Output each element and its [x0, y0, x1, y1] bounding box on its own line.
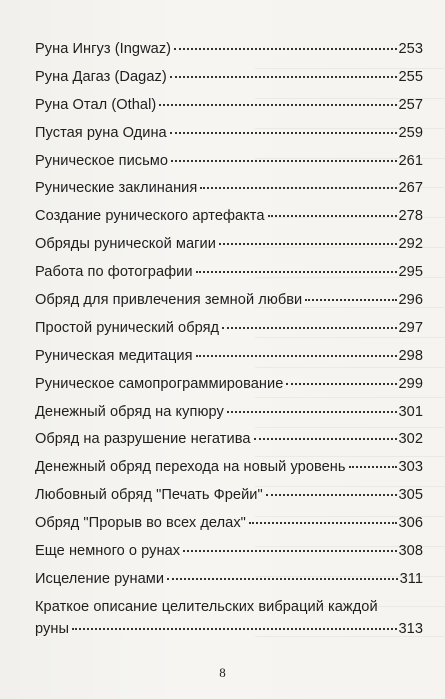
toc-entry-title: Создание рунического артефакта — [35, 208, 265, 225]
toc-entry-title: Еще немного о рунах — [35, 543, 181, 560]
toc-entry-title: Исцеление рунами — [35, 570, 165, 587]
toc-entry-page: 305 — [398, 487, 423, 504]
dot-leader — [183, 550, 396, 552]
toc-entry — [35, 263, 423, 291]
dot-leader — [174, 48, 396, 50]
dot-leader — [254, 438, 397, 440]
toc-entry-page: 308 — [398, 543, 423, 560]
toc-entry-page: 306 — [398, 515, 423, 532]
dot-leader — [159, 104, 396, 106]
toc-entry-title: Руническое самопрограммирование — [35, 375, 284, 392]
toc-entry — [35, 40, 423, 68]
toc-entry-title: Любовный обряд "Печать Фрейи" — [35, 487, 263, 504]
toc-entry — [35, 152, 423, 180]
toc-entry-page: 253 — [398, 41, 423, 57]
toc-entry-title: Пустая руна Одина — [35, 124, 167, 141]
toc-entry — [35, 96, 423, 124]
toc-entry-title-line1: Краткое описание целительских вибраций каждой — [35, 598, 378, 615]
toc-entry — [35, 68, 423, 96]
toc-entry-title: Руна Дагаз (Dagaz) — [35, 68, 167, 85]
toc-entry-title: Руна Отал (Othal) — [35, 96, 157, 113]
toc-entry — [35, 319, 423, 347]
dot-leader — [219, 243, 397, 245]
toc-entry-multiline — [35, 598, 423, 646]
dot-leader — [266, 494, 397, 496]
dot-leader — [200, 187, 396, 189]
toc-entry-page: 303 — [398, 459, 423, 476]
toc-entry-page: 278 — [398, 208, 423, 225]
toc-entry-title: Работа по фотографии — [35, 264, 193, 281]
toc-entry — [35, 486, 423, 514]
toc-entry-title-line2: руны — [35, 620, 69, 637]
toc-entry — [35, 179, 423, 207]
toc-entry — [35, 458, 423, 486]
dot-leader — [349, 466, 397, 468]
toc-entry-page: 299 — [398, 375, 423, 392]
toc-entry-title: Денежный обряд на купюру — [35, 403, 224, 420]
dot-leader — [268, 215, 397, 217]
toc-entry-title: Денежный обряд перехода на новый уровень — [35, 459, 346, 476]
dot-leader — [222, 327, 396, 329]
toc-entry-title: Руна Ингуз (Ingwaz) — [35, 41, 172, 57]
dot-leader — [170, 132, 397, 134]
dot-leader — [196, 271, 397, 273]
toc-entry-title: Обряд на разрушение негатива — [35, 431, 251, 448]
toc-entry — [35, 124, 423, 152]
toc-entry-page: 311 — [399, 570, 423, 587]
dot-leader — [227, 411, 397, 413]
toc-entry — [35, 347, 423, 375]
toc-entry-title: Руническая медитация — [35, 347, 193, 364]
dot-leader — [196, 355, 397, 357]
toc-entry-page: 297 — [398, 319, 423, 336]
toc-entry-title: Рунические заклинания — [35, 180, 198, 197]
toc-entry-title: Обряды рунической магии — [35, 236, 216, 253]
toc-entry-page: 257 — [398, 96, 423, 113]
toc-entry — [35, 514, 423, 542]
dot-leader — [249, 522, 397, 524]
toc-entry — [35, 235, 423, 263]
toc-entry — [35, 207, 423, 235]
dot-leader — [170, 76, 397, 78]
toc-entry — [35, 430, 423, 458]
dot-leader — [305, 299, 396, 301]
toc-entry-page: 301 — [398, 403, 423, 420]
toc-entry-title: Обряд "Прорыв во всех делах" — [35, 515, 246, 532]
dot-leader — [171, 160, 396, 162]
toc-entry-title: Обряд для привлечения земной любви — [35, 292, 303, 309]
toc-entry-page: 298 — [398, 347, 423, 364]
toc-entry-page: 292 — [398, 236, 423, 253]
toc-entry-page: 313 — [398, 620, 423, 637]
toc-entry-page: 259 — [398, 124, 423, 141]
toc-entry — [35, 403, 423, 431]
toc-entry — [35, 375, 423, 403]
dot-leader — [72, 628, 397, 630]
dot-leader — [167, 578, 398, 580]
toc-entry — [35, 291, 423, 319]
toc-entry-page: 302 — [398, 431, 423, 448]
toc-entry-page: 255 — [398, 68, 423, 85]
toc-entry-title: Простой рунический обряд — [35, 319, 220, 336]
toc-entry — [35, 570, 423, 598]
toc-entry-page: 261 — [398, 152, 423, 169]
toc-entry-page: 296 — [398, 292, 423, 309]
page-number: 8 — [219, 665, 226, 680]
toc-entry-page: 295 — [398, 264, 423, 281]
toc-entry — [35, 542, 423, 570]
toc-entry-title-line2-row — [35, 620, 423, 638]
toc-entry-page: 267 — [398, 180, 423, 197]
dot-leader — [286, 383, 396, 385]
toc-entry-title: Руническое письмо — [35, 152, 169, 169]
table-of-contents — [35, 40, 423, 646]
